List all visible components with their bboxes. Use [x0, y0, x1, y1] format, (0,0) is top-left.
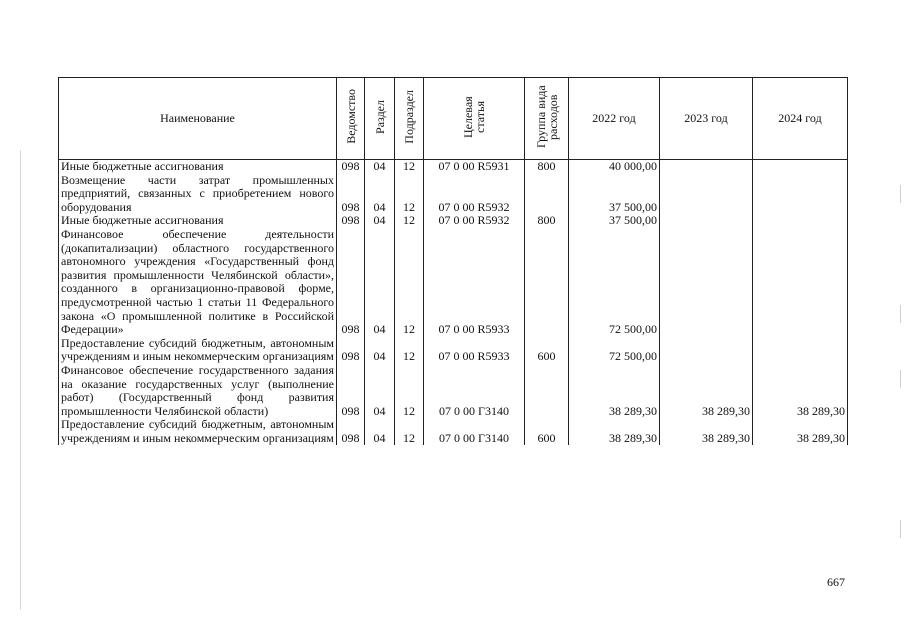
row-section: 04 [365, 214, 395, 228]
row-dept: 098 [337, 418, 365, 445]
binding-edge-mark [20, 150, 21, 610]
row-dept: 098 [337, 160, 365, 174]
row-2024 [753, 214, 848, 228]
row-subsection: 12 [395, 337, 424, 364]
row-exp-group: 800 [525, 160, 569, 174]
scan-edge-mark [900, 520, 901, 538]
row-name: Финансовое обеспечение деятельности (докапитализации) областного государственного автономного учреждения «Государственный фонд развития промышленности Челябинской области», созданного в организационно-правовой форме, предусмотренной частью 1 статьи 11 Федерального закона «О промышленной политике в Российской Федерации» [59, 228, 337, 337]
row-dept: 098 [337, 174, 365, 215]
scan-edge-mark [900, 305, 901, 323]
row-name: Предоставление субсидий бюджетным, автономным учреждениям и иным некоммерческим организациям [59, 418, 337, 445]
scan-edge-mark [900, 370, 901, 388]
row-name: Финансовое обеспечение государственного задания на оказание государственных услуг (выполнение работ) (Государственный фонд развития промышленности Челябинской области) [59, 364, 337, 418]
scan-edge-mark [900, 185, 901, 203]
header-name: Наименование [59, 78, 337, 160]
header-2024: 2024 год [753, 78, 848, 160]
row-section: 04 [365, 174, 395, 215]
header-2023: 2023 год [660, 78, 753, 160]
row-name: Иные бюджетные ассигнования [59, 214, 337, 228]
row-target: 07 0 00 R5932 [424, 174, 525, 215]
table-row [59, 174, 848, 215]
row-2022: 38 289,30 [569, 364, 660, 418]
row-exp-group: 800 [525, 214, 569, 228]
table-row [59, 364, 848, 418]
row-section: 04 [365, 364, 395, 418]
row-section: 04 [365, 337, 395, 364]
row-2023 [660, 337, 753, 364]
header-target: Целевая статья [424, 78, 525, 160]
row-exp-group: 600 [525, 337, 569, 364]
row-exp-group: 600 [525, 418, 569, 445]
header-subsection: Подраздел [395, 78, 424, 160]
row-subsection: 12 [395, 214, 424, 228]
row-exp-group [525, 364, 569, 418]
budget-table [58, 77, 848, 445]
row-target: 07 0 00 R5933 [424, 228, 525, 337]
row-dept: 098 [337, 214, 365, 228]
header-2022: 2022 год [569, 78, 660, 160]
page-number: 667 [827, 575, 845, 589]
row-subsection: 12 [395, 228, 424, 337]
row-2023 [660, 228, 753, 337]
table-row [59, 214, 848, 228]
header-section: Раздел [365, 78, 395, 160]
row-2023: 38 289,30 [660, 418, 753, 445]
header-exp-group: Группа вида расходов [525, 78, 569, 160]
header-dept: Ведомство [337, 78, 365, 160]
row-2023: 38 289,30 [660, 364, 753, 418]
row-2024 [753, 337, 848, 364]
row-subsection: 12 [395, 364, 424, 418]
row-exp-group [525, 174, 569, 215]
row-2024 [753, 160, 848, 174]
row-section: 04 [365, 160, 395, 174]
row-target: 07 0 00 Г3140 [424, 418, 525, 445]
row-dept: 098 [337, 337, 365, 364]
row-dept: 098 [337, 364, 365, 418]
row-target: 07 0 00 R5933 [424, 337, 525, 364]
row-2024 [753, 174, 848, 215]
row-2022: 38 289,30 [569, 418, 660, 445]
row-name: Иные бюджетные ассигнования [59, 160, 337, 174]
row-2022: 40 000,00 [569, 160, 660, 174]
row-2023 [660, 214, 753, 228]
row-2024: 38 289,30 [753, 364, 848, 418]
row-exp-group [525, 228, 569, 337]
row-dept: 098 [337, 228, 365, 337]
row-target: 07 0 00 R5931 [424, 160, 525, 174]
row-name: Предоставление субсидий бюджетным, автономным учреждениям и иным некоммерческим организациям [59, 337, 337, 364]
table-row [59, 418, 848, 445]
row-subsection: 12 [395, 174, 424, 215]
table-row [59, 160, 848, 174]
row-section: 04 [365, 228, 395, 337]
row-name: Возмещение части затрат промышленных предприятий, связанных с приобретением нового оборудования [59, 174, 337, 215]
row-2022: 72 500,00 [569, 228, 660, 337]
row-target: 07 0 00 Г3140 [424, 364, 525, 418]
row-2022: 72 500,00 [569, 337, 660, 364]
row-2023 [660, 160, 753, 174]
row-2024 [753, 228, 848, 337]
row-subsection: 12 [395, 160, 424, 174]
table-header-row [59, 78, 848, 160]
row-target: 07 0 00 R5932 [424, 214, 525, 228]
row-2023 [660, 174, 753, 215]
row-subsection: 12 [395, 418, 424, 445]
row-2022: 37 500,00 [569, 174, 660, 215]
row-section: 04 [365, 418, 395, 445]
row-2022: 37 500,00 [569, 214, 660, 228]
table-row [59, 228, 848, 337]
row-2024: 38 289,30 [753, 418, 848, 445]
table-row [59, 337, 848, 364]
